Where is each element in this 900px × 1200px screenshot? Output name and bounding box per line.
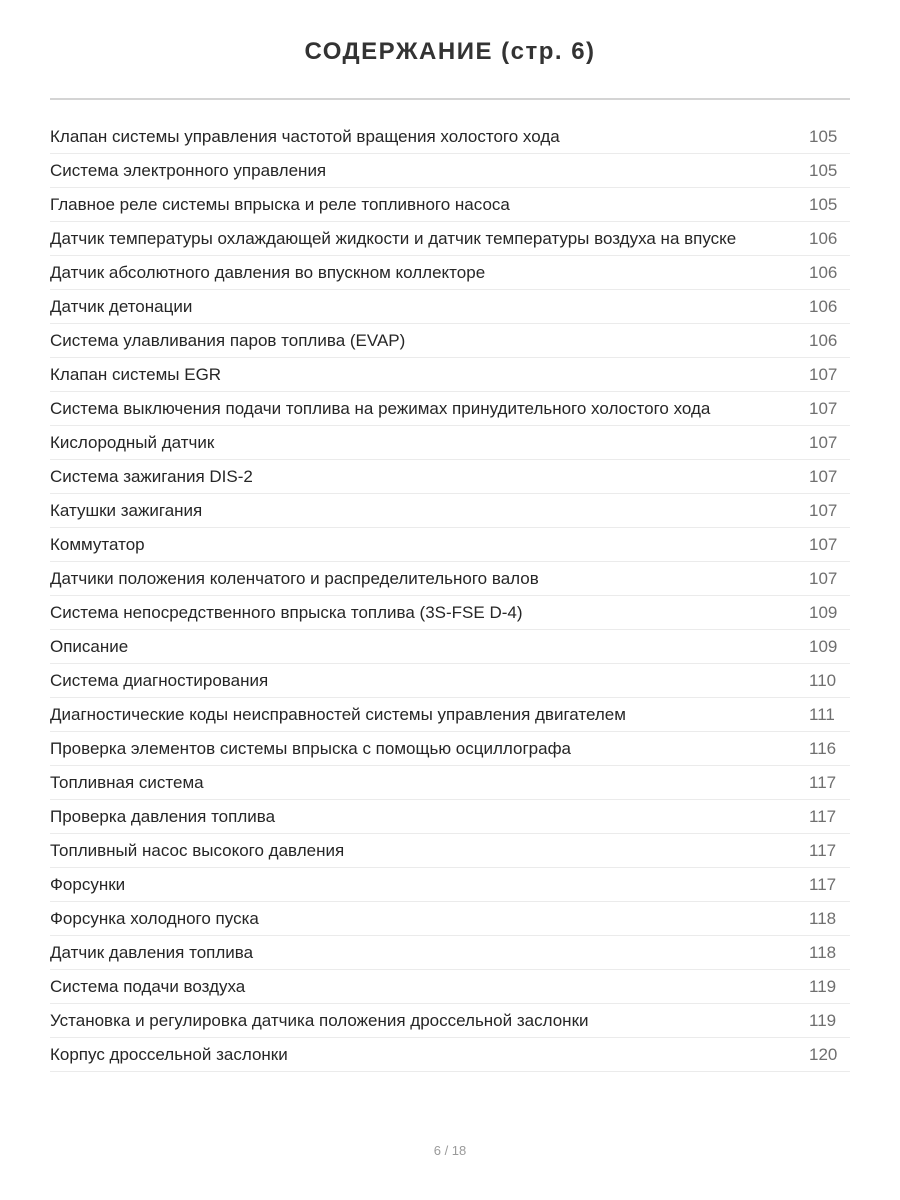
- toc-entry[interactable]: [50, 1038, 850, 1072]
- toc-entry[interactable]: [50, 732, 850, 766]
- toc-entry[interactable]: [50, 596, 850, 630]
- toc-entry-page: 106: [809, 297, 838, 316]
- toc-entry-page: 119: [809, 1011, 837, 1030]
- toc-entry-page: 107: [809, 365, 838, 384]
- toc-entry[interactable]: [50, 936, 850, 970]
- toc-entry-title: Форсунка холодного пуска: [50, 909, 259, 928]
- toc-entry[interactable]: [50, 630, 850, 664]
- toc-entry-page: 107: [809, 467, 838, 486]
- toc-entry-page: 107: [809, 569, 838, 588]
- toc-entry-page: 118: [809, 943, 837, 962]
- toc-entry-title: Датчик давления топлива: [50, 943, 254, 962]
- toc-entry-title: Датчики положения коленчатого и распределительного валов: [50, 569, 539, 588]
- toc-entry-page: 117: [809, 875, 837, 894]
- toc-entry[interactable]: [50, 324, 850, 358]
- toc-entry[interactable]: [50, 494, 850, 528]
- title-divider: [50, 98, 850, 100]
- toc-entry[interactable]: [50, 290, 850, 324]
- toc-entry-page: 107: [809, 399, 838, 418]
- toc-entry-page: 106: [809, 263, 838, 282]
- page-indicator: 6 / 18: [433, 1143, 467, 1158]
- toc-entry[interactable]: [50, 902, 850, 936]
- toc-entry-page: 107: [809, 535, 838, 554]
- table-of-contents: [50, 120, 850, 1072]
- toc-entry-title: Кислородный датчик: [50, 433, 215, 452]
- toc-entry-page: 105: [809, 195, 838, 214]
- toc-entry-title: Форсунки: [50, 875, 126, 894]
- toc-entry-page: 116: [809, 739, 837, 758]
- toc-entry-title: Система непосредственного впрыска топлива (3S-FSE D-4): [50, 603, 523, 622]
- toc-entry-title: Датчик температуры охлаждающей жидкости и датчик температуры воздуха на впуске: [50, 229, 737, 248]
- toc-entry-title: Система улавливания паров топлива (EVAP): [50, 331, 406, 350]
- page-title: СОДЕРЖАНИЕ (стр. 6): [304, 38, 596, 65]
- toc-entry-title: Коммутатор: [50, 535, 145, 554]
- toc-entry-title: Система подачи воздуха: [50, 977, 246, 996]
- toc-entry[interactable]: [50, 970, 850, 1004]
- toc-entry[interactable]: [50, 256, 850, 290]
- toc-entry[interactable]: [50, 834, 850, 868]
- toc-entry-page: 105: [809, 161, 838, 180]
- toc-entry-page: 105: [809, 127, 838, 146]
- toc-entry[interactable]: [50, 358, 850, 392]
- toc-entry-title: Корпус дроссельной заслонки: [50, 1045, 288, 1064]
- toc-entry[interactable]: [50, 664, 850, 698]
- toc-entry-page: 109: [809, 603, 838, 622]
- toc-entry[interactable]: [50, 562, 850, 596]
- toc-entry-page: 110: [809, 671, 837, 690]
- toc-entry-title: Катушки зажигания: [50, 501, 203, 520]
- toc-entry-page: 106: [809, 331, 838, 350]
- toc-entry[interactable]: [50, 222, 850, 256]
- toc-entry-page: 117: [809, 807, 837, 826]
- toc-entry[interactable]: [50, 154, 850, 188]
- toc-entry-title: Топливная система: [50, 773, 204, 792]
- toc-entry-page: 119: [809, 977, 837, 996]
- toc-entry-title: Топливный насос высокого давления: [50, 841, 345, 860]
- toc-entry-title: Клапан системы EGR: [50, 365, 222, 384]
- toc-entry-page: 111: [809, 705, 835, 724]
- toc-entry[interactable]: [50, 698, 850, 732]
- toc-entry[interactable]: [50, 1004, 850, 1038]
- toc-entry[interactable]: [50, 460, 850, 494]
- toc-entry-page: 109: [809, 637, 838, 656]
- toc-entry[interactable]: [50, 120, 850, 154]
- toc-entry[interactable]: [50, 528, 850, 562]
- toc-entry-title: Установка и регулировка датчика положения дроссельной заслонки: [50, 1011, 589, 1030]
- toc-entry[interactable]: [50, 426, 850, 460]
- toc-entry-page: 117: [809, 841, 837, 860]
- toc-entry-page: 106: [809, 229, 838, 248]
- toc-entry-title: Диагностические коды неисправностей системы управления двигателем: [50, 705, 626, 724]
- toc-entry-title: Проверка элементов системы впрыска с помощью осциллографа: [50, 739, 572, 758]
- toc-entry-title: Система электронного управления: [50, 161, 327, 180]
- toc-entry-title: Датчик детонации: [50, 297, 193, 316]
- toc-entry[interactable]: [50, 188, 850, 222]
- toc-entry-page: 107: [809, 501, 838, 520]
- toc-entry[interactable]: [50, 868, 850, 902]
- toc-entry-page: 107: [809, 433, 838, 452]
- toc-entry-title: Проверка давления топлива: [50, 807, 276, 826]
- toc-entry-title: Описание: [50, 637, 129, 656]
- toc-entry-title: Датчик абсолютного давления во впускном коллекторе: [50, 263, 486, 282]
- toc-entry-title: Система выключения подачи топлива на режимах принудительного холостого хода: [50, 399, 711, 418]
- toc-entry-title: Главное реле системы впрыска и реле топливного насоса: [50, 195, 510, 214]
- toc-entry-page: 118: [809, 909, 837, 928]
- toc-entry[interactable]: [50, 766, 850, 800]
- toc-entry-page: 120: [809, 1045, 838, 1064]
- toc-entry-page: 117: [809, 773, 837, 792]
- toc-entry[interactable]: [50, 800, 850, 834]
- toc-entry-title: Система диагностирования: [50, 671, 269, 690]
- toc-entry-title: Система зажигания DIS-2: [50, 467, 253, 486]
- toc-entry[interactable]: [50, 392, 850, 426]
- toc-entry-title: Клапан системы управления частотой вращения холостого хода: [50, 127, 560, 146]
